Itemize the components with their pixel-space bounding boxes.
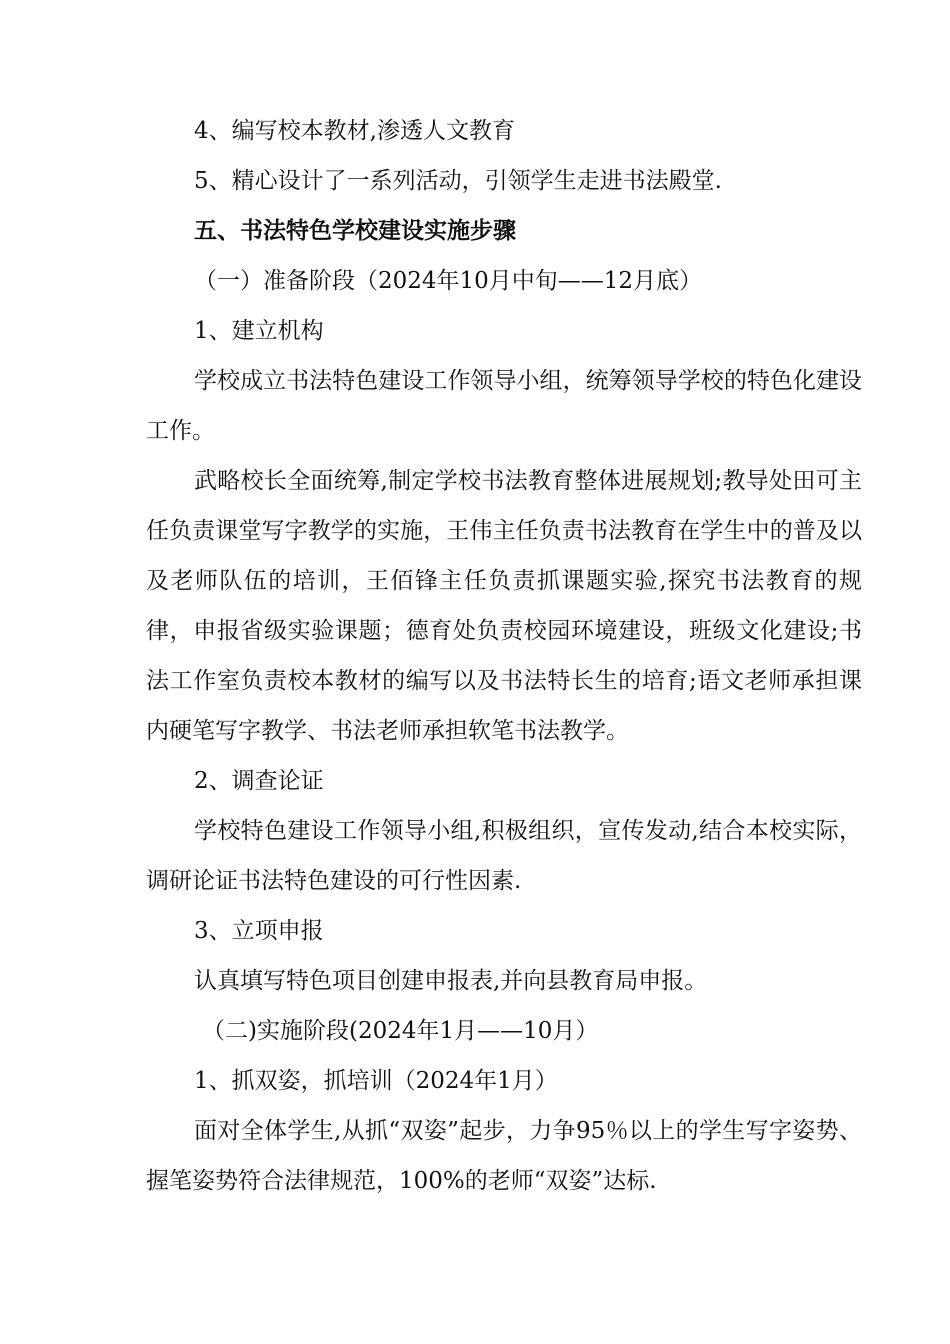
step-heading-apply: 3、立项申报 xyxy=(194,918,324,944)
paragraph-leadership-group: 学校成立书法特色建设工作领导小组，统筹领导学校的特色化建设工作。 xyxy=(146,368,862,444)
paragraph-responsibilities: 武略校长全面统筹,制定学校书法教育整体进展规划;教导处田可主任负责课堂写字教学的实施，王伟主任负责书法教育在学生中的普及以及老师队伍的培训，王佰锋主任负责抓课题实验,探究书法教育的规律，申报省级实验课题；德育处负责校园环境建设，班级文化建设;书法工作室负责校本教材的编写以及书法特长生的培育;语文老师承担课内硬笔写字教学、书法老师承担软笔书法教学。 xyxy=(146,468,862,744)
paragraph-posture: 面对全体学生,从抓“双姿”起步，力争95％以上的学生写字姿势、握笔姿势符合法律规范，100%的老师“双姿”达标. xyxy=(146,1118,862,1194)
paragraph-apply: 认真填写特色项目创建申报表,并向县教育局申报。 xyxy=(194,968,708,994)
step-heading-survey: 2、调查论证 xyxy=(194,768,324,794)
stage-heading-prep: （一）准备阶段（2024年10月中旬——12月底） xyxy=(194,268,703,294)
document-page xyxy=(146,106,862,1206)
step-heading-establish: 1、建立机构 xyxy=(194,318,324,344)
paragraph-item-5: 5、精心设计了一系列活动，引领学生走进书法殿堂. xyxy=(194,168,722,194)
section-heading-5: 五、书法特色学校建设实施步骤 xyxy=(194,217,516,244)
paragraph-survey: 学校特色建设工作领导小组,积极组织，宣传发动,结合本校实际，调研论证书法特色建设的可行性因素. xyxy=(146,818,862,894)
paragraph-item-4: 4、编写校本教材,渗透人文教育 xyxy=(194,118,515,144)
step-heading-posture: 1、抓双姿，抓培训（2024年1月） xyxy=(194,1068,558,1094)
stage-heading-implement: （二)实施阶段(2024年1月——10月） xyxy=(202,1018,599,1044)
